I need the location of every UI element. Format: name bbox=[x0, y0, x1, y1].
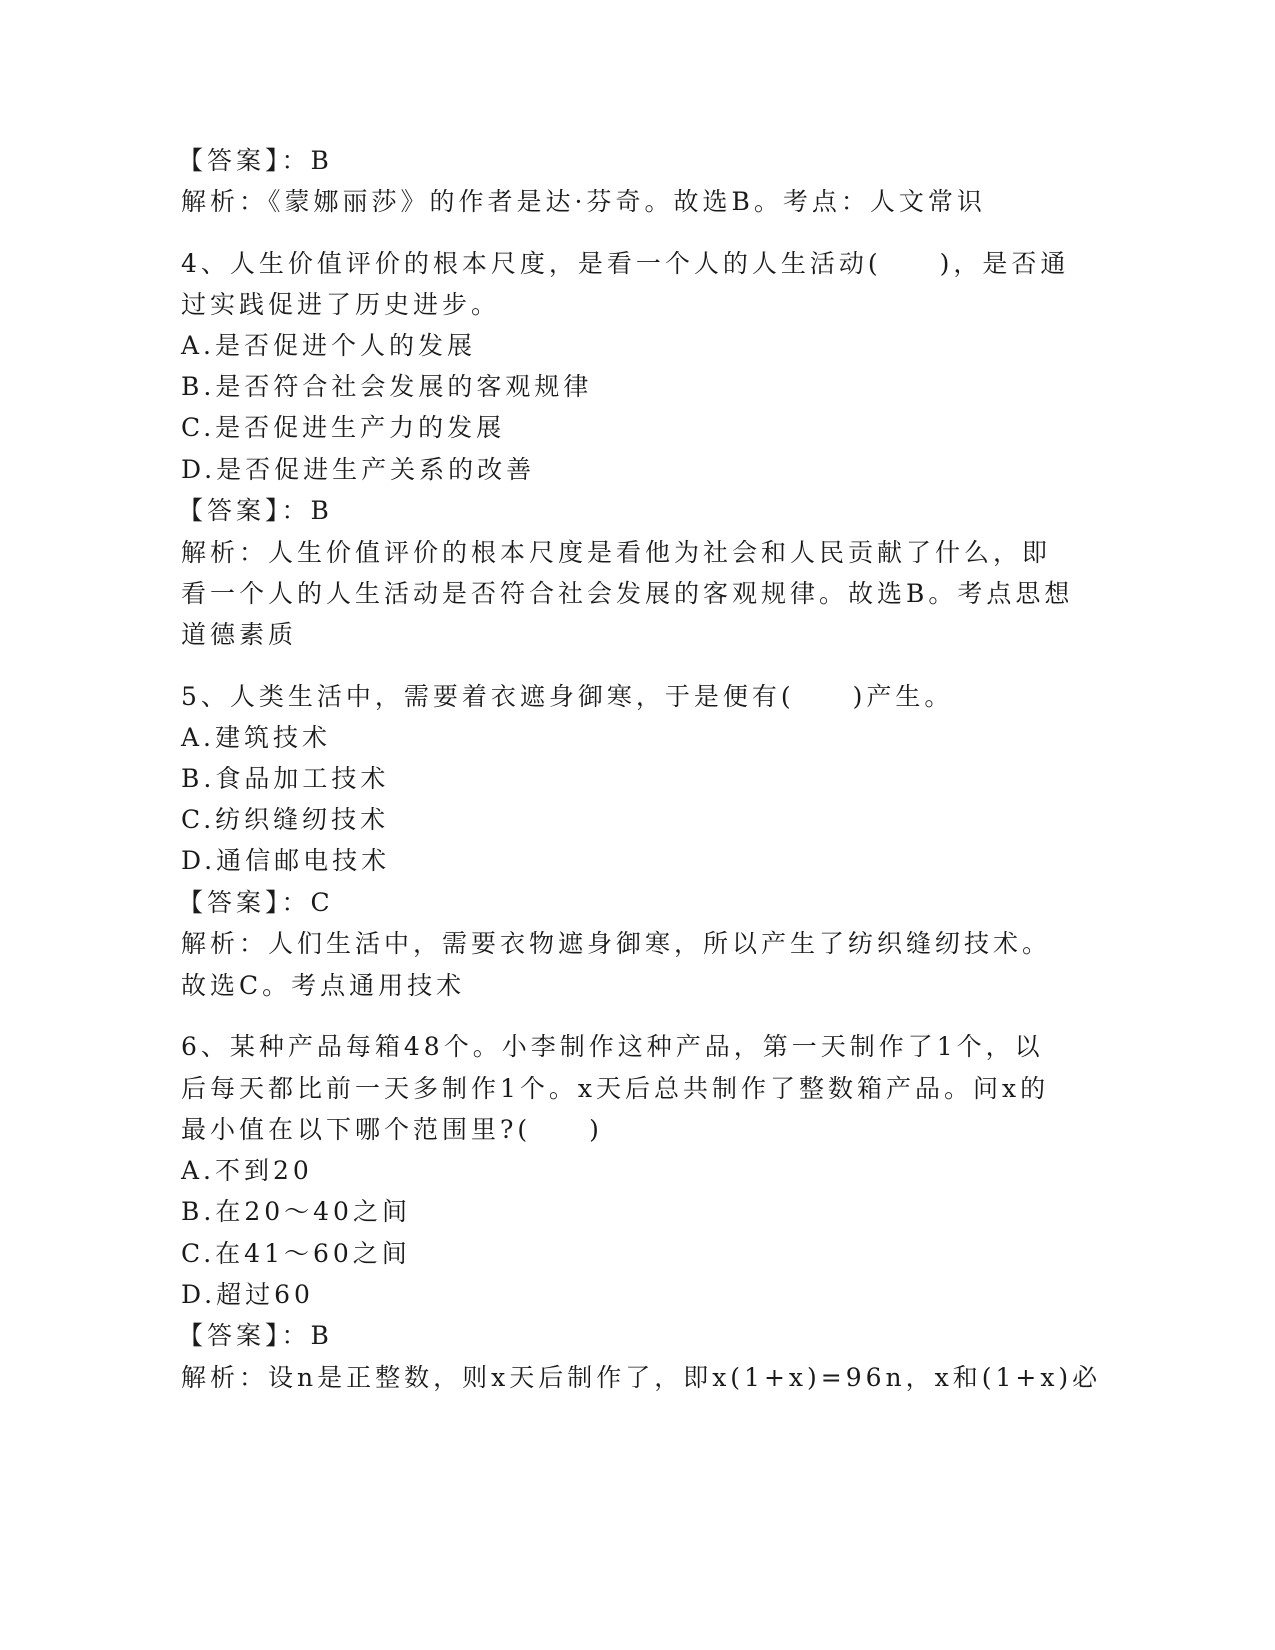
q5-answer: 【答案】：C bbox=[178, 888, 334, 917]
q4-stem-line1: 4、人生价值评价的根本尺度，是看一个人的人生活动( )，是否通 bbox=[181, 249, 1070, 278]
q4-option-d: D.是否促进生产关系的改善 bbox=[181, 455, 536, 484]
q5-analysis-line2: 故选C。考点通用技术 bbox=[181, 971, 466, 1000]
q6-option-b: B.在20～40之间 bbox=[181, 1197, 411, 1226]
q3-answer: 【答案】：B bbox=[178, 146, 333, 175]
q4-answer: 【答案】：B bbox=[178, 496, 333, 525]
q5-option-c: C.纺织缝纫技术 bbox=[181, 805, 390, 834]
q3-analysis: 解析：《蒙娜丽莎》的作者是达·芬奇。故选B。考点：人文常识 bbox=[181, 187, 986, 216]
q4-option-a: A.是否促进个人的发展 bbox=[181, 331, 477, 360]
q6-option-d: D.超过60 bbox=[181, 1280, 314, 1309]
q5-analysis-line1: 解析：人们生活中，需要衣物遮身御寒，所以产生了纺织缝纫技术。 bbox=[181, 929, 1052, 958]
q6-stem-line1: 6、某种产品每箱48个。小李制作这种产品，第一天制作了1个，以 bbox=[181, 1032, 1044, 1061]
q4-analysis-line2: 看一个人的人生活动是否符合社会发展的客观规律。故选B。考点思想 bbox=[181, 579, 1074, 608]
q4-analysis-line3: 道德素质 bbox=[181, 620, 298, 649]
q5-option-d: D.通信邮电技术 bbox=[181, 846, 391, 875]
q6-answer: 【答案】：B bbox=[178, 1321, 333, 1350]
q4-option-b: B.是否符合社会发展的客观规律 bbox=[181, 372, 593, 401]
q6-option-c: C.在41～60之间 bbox=[181, 1239, 411, 1268]
q6-stem-line3: 最小值在以下哪个范围里?( ) bbox=[181, 1115, 603, 1144]
q6-analysis-line1: 解析：设n是正整数，则x天后制作了，即x(1+x)=96n，x和(1+x)必 bbox=[181, 1363, 1102, 1392]
q5-option-a: A.建筑技术 bbox=[181, 723, 332, 752]
q6-option-a: A.不到20 bbox=[181, 1156, 313, 1185]
q4-analysis-line1: 解析：人生价值评价的根本尺度是看他为社会和人民贡献了什么，即 bbox=[181, 538, 1052, 567]
q6-stem-line2: 后每天都比前一天多制作1个。x天后总共制作了整数箱产品。问x的 bbox=[181, 1074, 1050, 1103]
q5-option-b: B.食品加工技术 bbox=[181, 764, 390, 793]
q4-option-c: C.是否促进生产力的发展 bbox=[181, 413, 506, 442]
q4-stem-line2: 过实践促进了历史进步。 bbox=[181, 290, 501, 319]
q5-stem: 5、人类生活中，需要着衣遮身御寒，于是便有( )产生。 bbox=[181, 682, 954, 711]
